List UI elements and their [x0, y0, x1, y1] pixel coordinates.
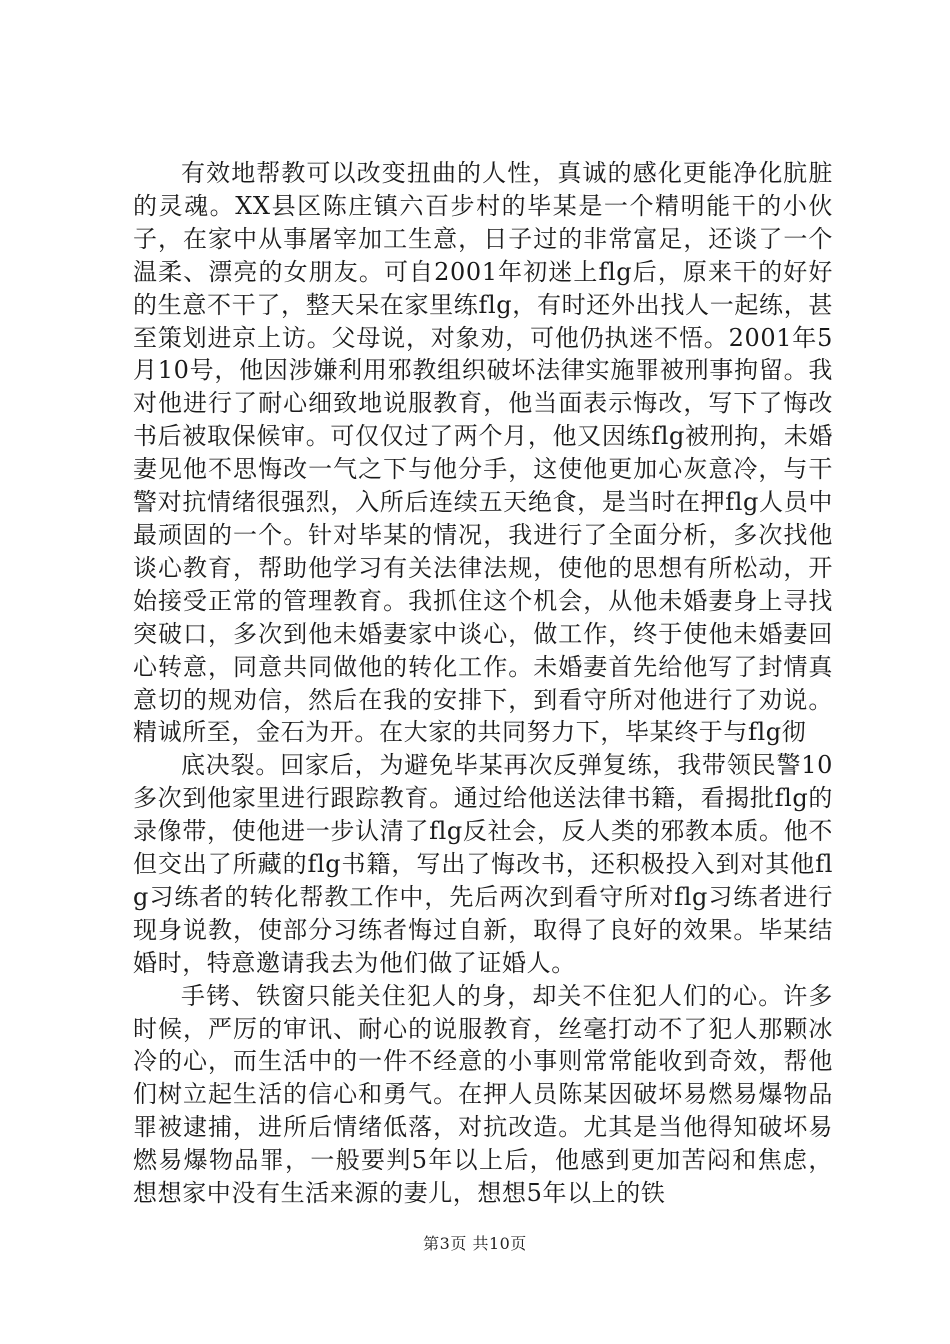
paragraph-2: 底决裂。回家后，为避免毕某再次反弹复练，我带领民警10多次到他家里进行跟踪教育。通过给他送法律书籍，看揭批flg的录像带，使他进一步认清了flg反社会，反人类的邪教本质。他不但交出了所藏的flg书籍，写出了悔改书，还积极投入到对其他flg习练者的转化帮教工作中，先后两次到看守所对flg习练者进行现身说教，使部分习练者悔过自新，取得了良好的效果。毕某结婚时，特意邀请我去为他们做了证婚人。	[133, 751, 833, 977]
paragraph-3: 手铐、铁窗只能关住犯人的身，却关不住犯人们的心。许多时候，严厉的审讯、耐心的说服教育，丝毫打动不了犯人那颗冰冷的心，而生活中的一件不经意的小事则常常能收到奇效，帮他们树立起生活的信心和勇气。在押人员陈某因破坏易燃易爆物品罪被逮捕，进所后情绪低落，对抗改造。尤其是当他得知破坏易燃易爆物品罪，一般要判5年以上后，他感到更加苦闷和焦虑，想想家中没有生活来源的妻儿，想想5年以上的铁	[133, 981, 833, 1208]
body-text	[133, 157, 833, 1210]
page-footer: 第3页 共10页	[423, 1234, 527, 1253]
paragraph-1: 有效地帮教可以改变扭曲的人性，真诚的感化更能净化肮脏的灵魂。XX县区陈庄镇六百步村的毕某是一个精明能干的小伙子，在家中从事屠宰加工生意，日子过的非常富足，还谈了一个温柔、漂亮的女朋友。可自2001年初迷上flg后，原来干的好好的生意不干了，整天呆在家里练flg，有时还外出找人一起练，甚至策划进京上访。父母说，对象劝，可他仍执迷不悟。2001年5月10号，他因涉嫌利用邪教组织破坏法律实施罪被刑事拘留。我对他进行了耐心细致地说服教育，他当面表示悔改，写下了悔改书后被取保候审。可仅仅过了两个月，他又因练flg被刑拘，未婚妻见他不思悔改一气之下与他分手，这使他更加心灰意冷，与干警对抗情绪很强烈，入所后连续五天绝食，是当时在押flg人员中最顽固的一个。针对毕某的情况，我进行了全面分析，多次找他谈心教育，帮助他学习有关法律法规，使他的思想有所松动，开始接受正常的管理教育。我抓住这个机会，从他未婚妻身上寻找突破口，多次到他未婚妻家中谈心，做工作，终于使他未婚妻回心转意，同意共同做他的转化工作。未婚妻首先给他写了封情真意切的规劝信，然后在我的安排下，到看守所对他进行了劝说。精诚所至，金石为开。在大家的共同努力下，毕某终于与flg彻	[133, 159, 833, 747]
